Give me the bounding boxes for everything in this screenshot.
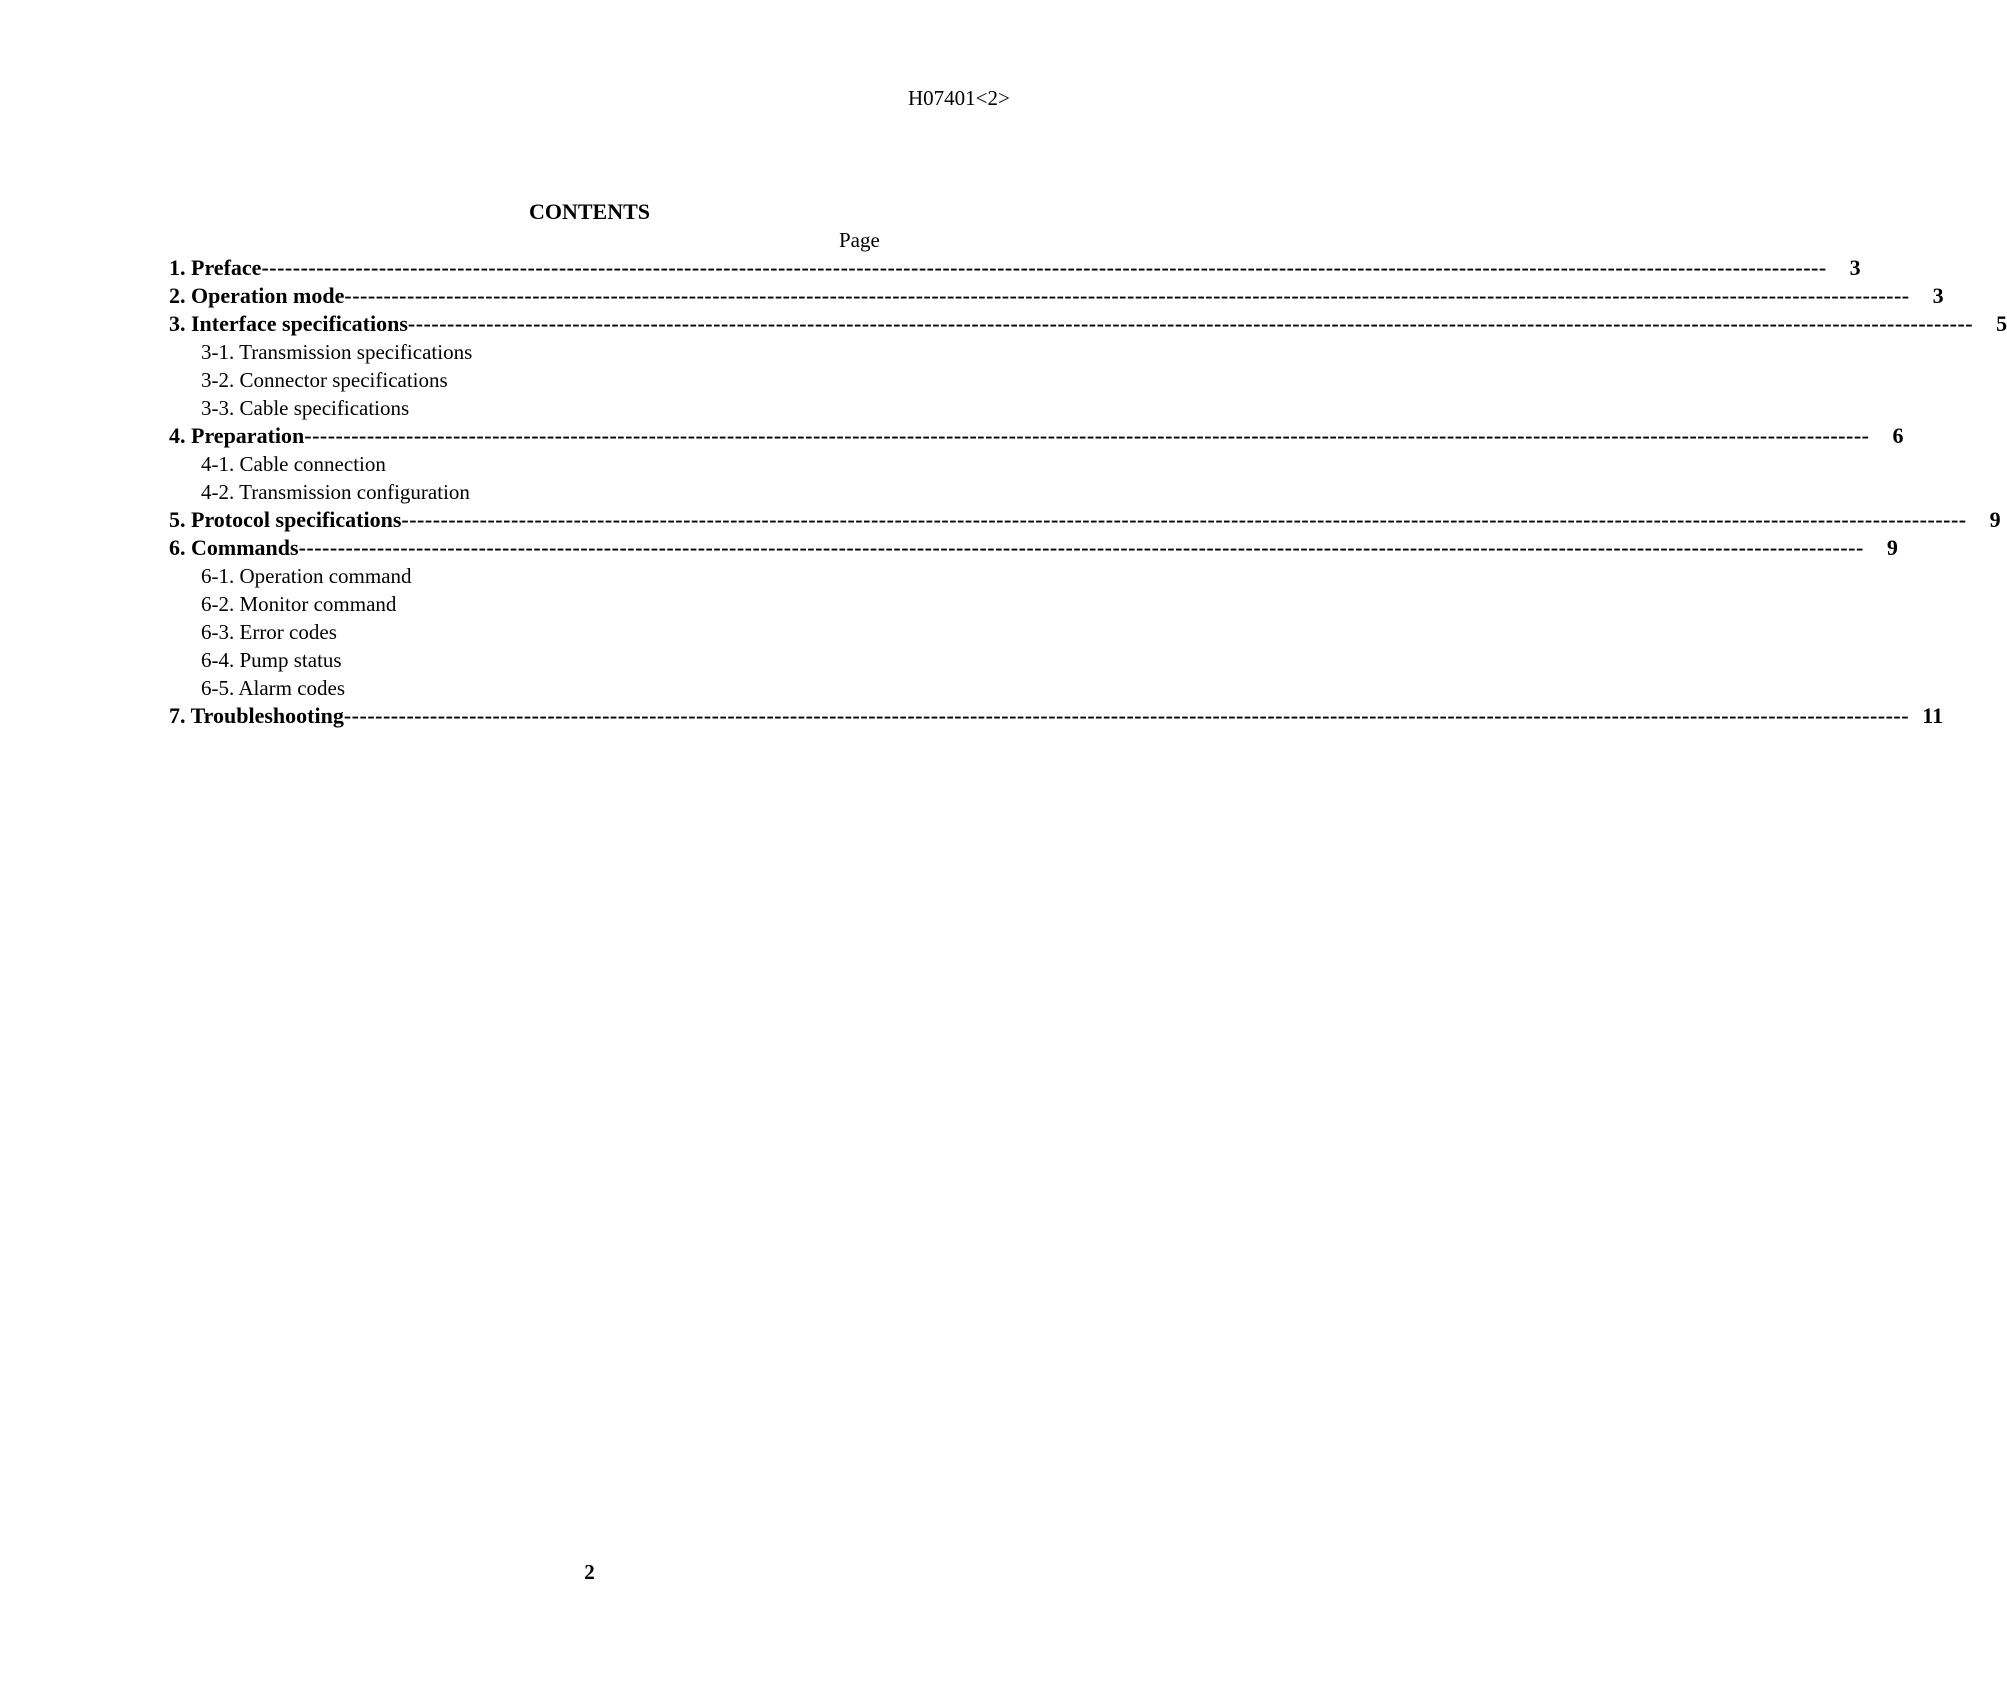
table-of-contents [169,254,2007,730]
toc-subentry-connector-specifications[interactable]: 3-2. Connector specifications [201,368,448,392]
dot-leader: -------------------------------------------------------------------------------------------------------------------------------------------------------------------------------------------------------- [401,507,1967,532]
toc-entry-label: 6. Commands [169,535,299,560]
toc-subentry-error-codes[interactable]: 6-3. Error codes [201,620,337,644]
toc-entry-label: 3. Interface specifications [169,311,408,336]
toc-subentry-operation-command[interactable]: 6-1. Operation command [201,564,412,588]
toc-entry-interface-specifications[interactable] [169,310,2007,338]
toc-page-number: 9 [1989,507,2001,532]
toc-subentry-transmission-specifications[interactable]: 3-1. Transmission specifications [201,340,473,364]
toc-page-number: 9 [1886,535,1898,560]
dot-leader: -------------------------------------------------------------------------------------------------------------------------------------------------------------------------------------------------------- [261,255,1827,280]
toc-entry-preparation[interactable] [169,422,1904,450]
toc-entry-operation-mode[interactable] [169,282,1944,310]
toc-page-number: 6 [1892,423,1904,448]
toc-entry-label: 5. Protocol specifications [169,507,402,532]
toc-entry-commands[interactable] [169,534,1898,562]
page-number: 2 [584,1560,595,1584]
document-id: H07401<2> [908,86,1010,110]
toc-entry-label: 7. Troubleshooting [169,703,344,728]
toc-subentry-pump-status[interactable]: 6-4. Pump status [201,648,342,672]
toc-subentry-transmission-configuration[interactable]: 4-2. Transmission configuration [201,480,470,504]
toc-entry-preface[interactable] [169,254,1861,282]
toc-entry-troubleshooting[interactable] [169,702,1944,730]
dot-leader: -------------------------------------------------------------------------------------------------------------------------------------------------------------------------------------------------------- [407,311,1974,336]
toc-page-number: 5 [1996,311,2007,336]
toc-entry-label: 1. Preface [169,255,262,280]
toc-subentry-cable-specifications[interactable]: 3-3. Cable specifications [201,396,410,420]
toc-page-number: 11 [1922,703,1944,728]
toc-page-number: 3 [1932,283,1944,308]
toc-subentry-alarm-codes[interactable]: 6-5. Alarm codes [201,676,346,700]
dot-leader: -------------------------------------------------------------------------------------------------------------------------------------------------------------------------------------------------------- [304,423,1870,448]
toc-entry-label: 4. Preparation [169,423,305,448]
toc-subentry-cable-connection[interactable]: 4-1. Cable connection [201,452,386,476]
toc-subentry-monitor-command[interactable]: 6-2. Monitor command [201,592,397,616]
dot-leader: -------------------------------------------------------------------------------------------------------------------------------------------------------------------------------------------------------- [298,535,1864,560]
page-column-label: Page [839,228,880,252]
contents-title: CONTENTS [528,199,651,224]
toc-entry-protocol-specifications[interactable] [169,506,2001,534]
dot-leader: -------------------------------------------------------------------------------------------------------------------------------------------------------------------------------------------------------- [344,283,1910,308]
toc-page-number: 3 [1849,255,1861,280]
toc-entry-label: 2. Operation mode [169,283,345,308]
dot-leader: -------------------------------------------------------------------------------------------------------------------------------------------------------------------------------------------------------- [343,703,1910,728]
